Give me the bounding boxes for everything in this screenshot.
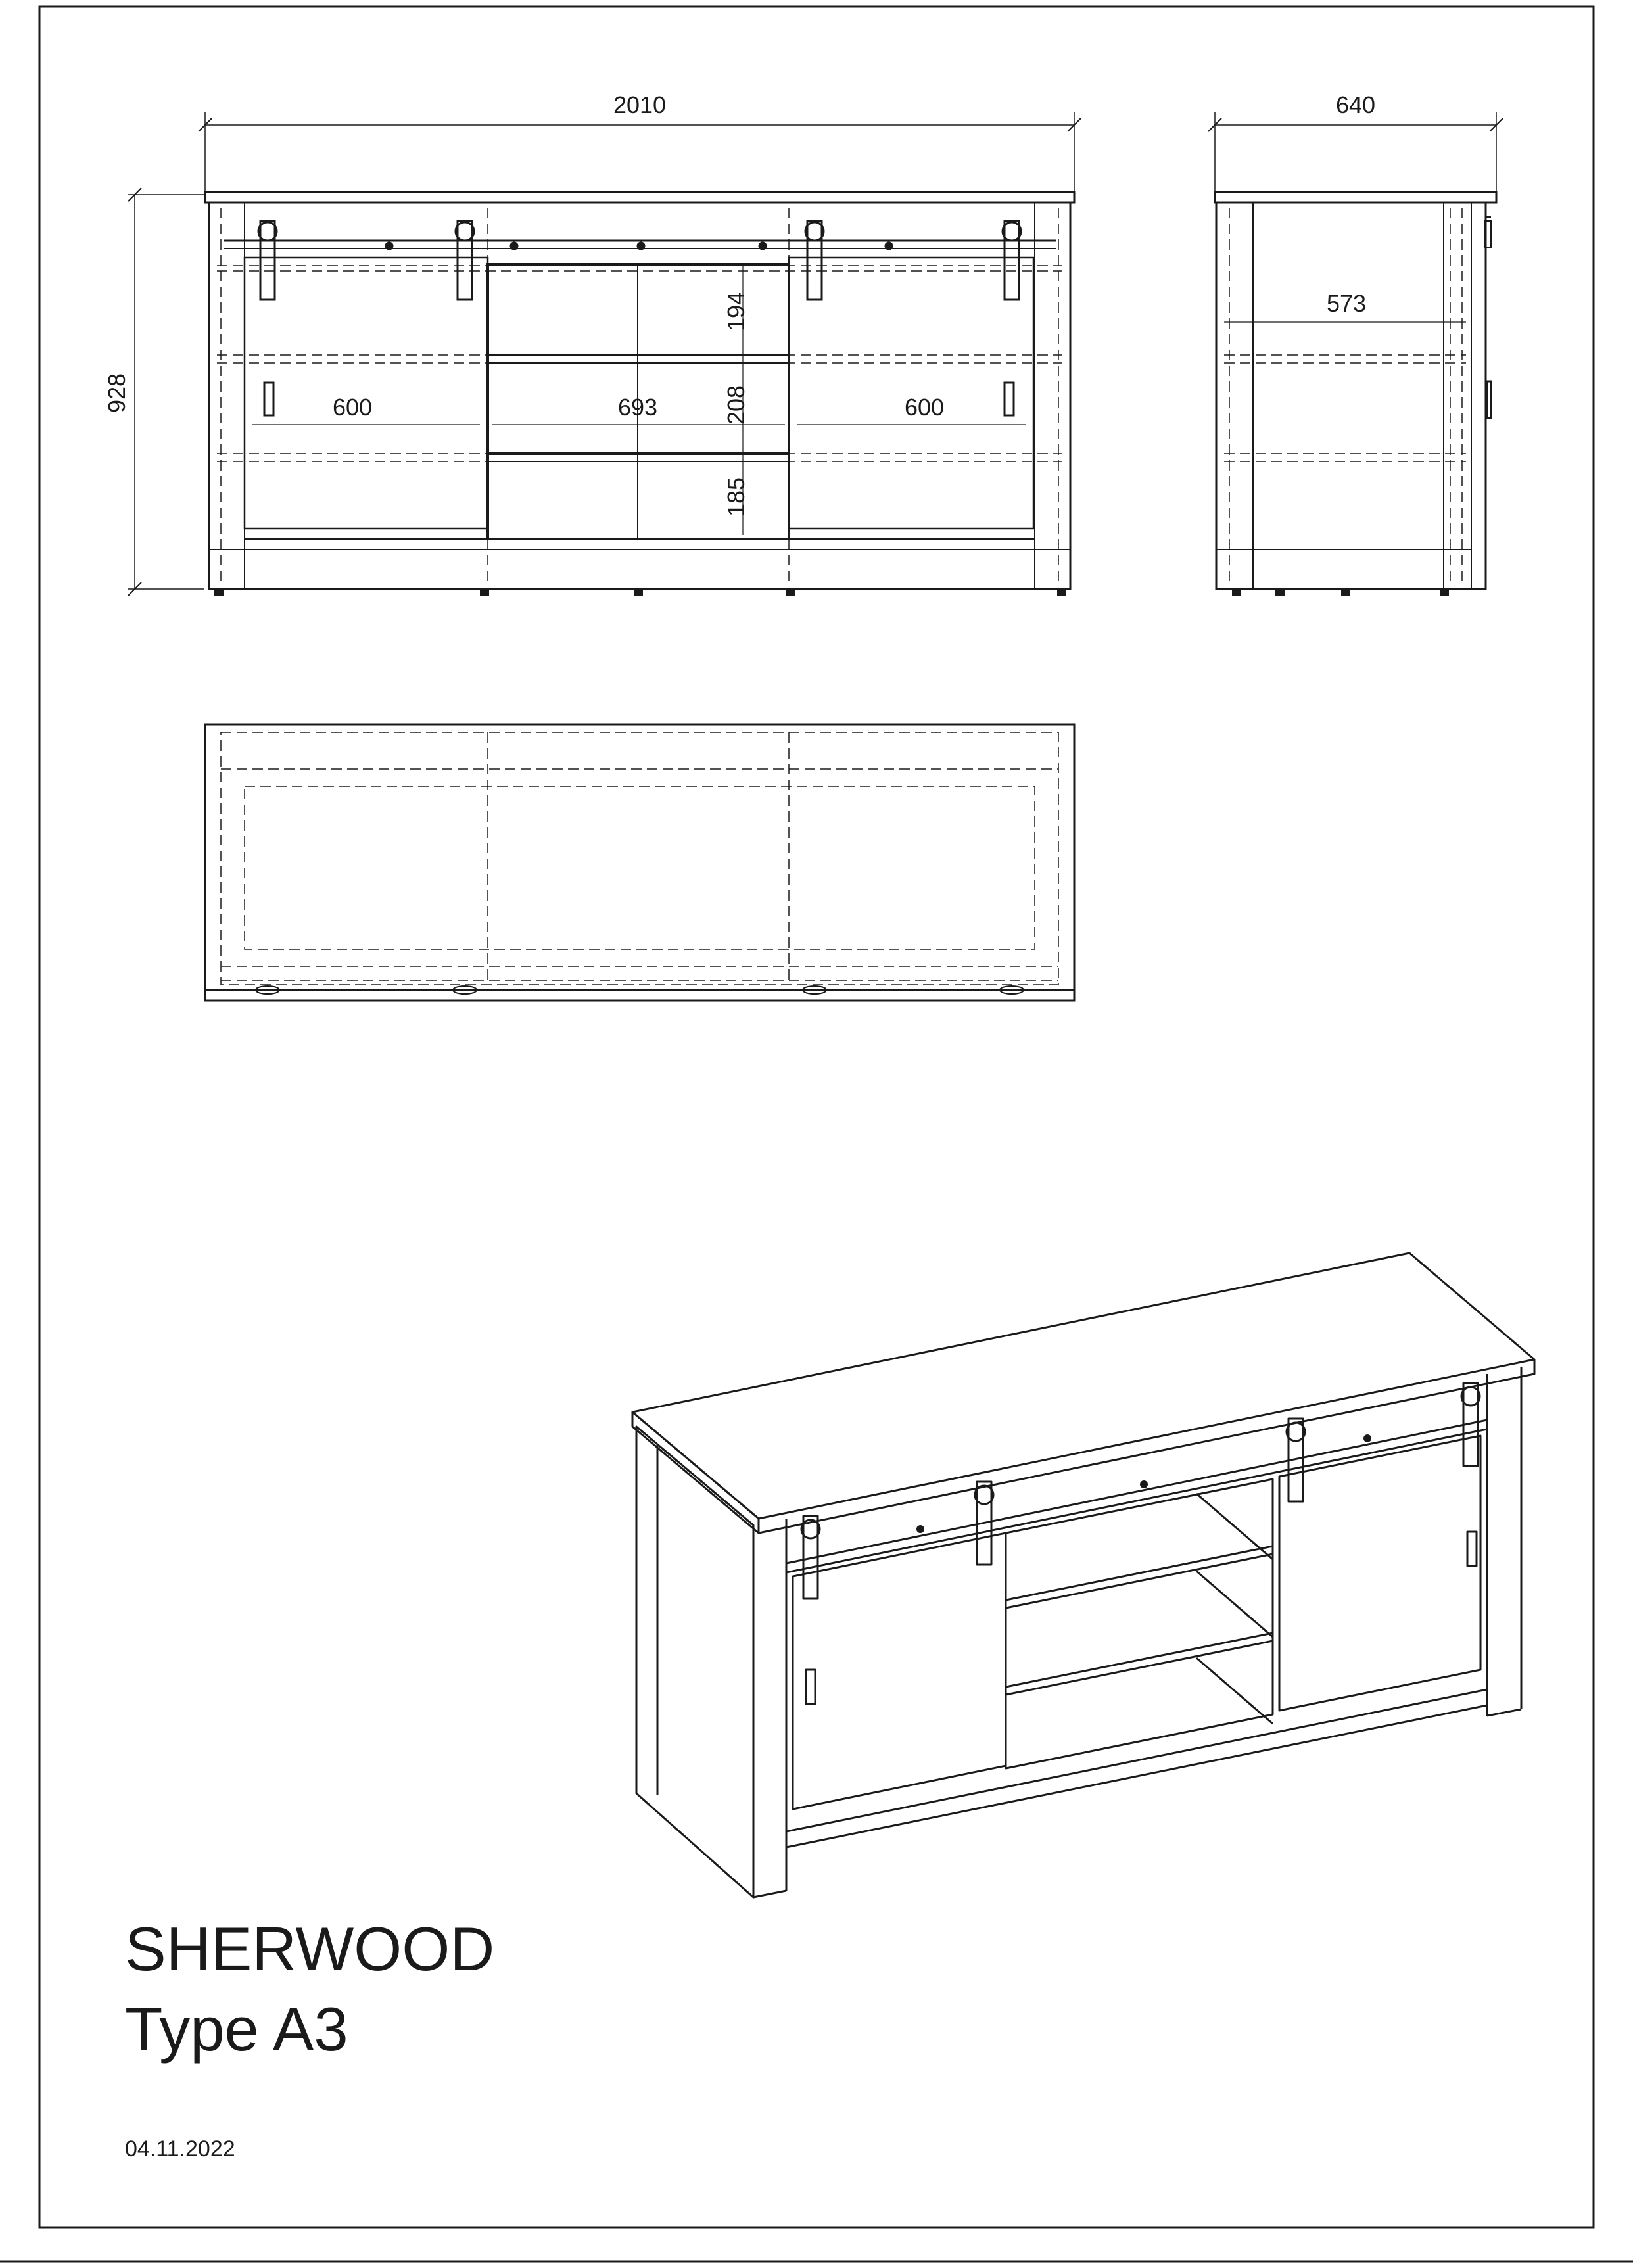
middle-shelf-gap-label: 208 bbox=[722, 385, 749, 425]
product-type: Type A3 bbox=[125, 1995, 348, 2064]
product-name: SHERWOOD bbox=[125, 1914, 495, 1983]
top-view bbox=[205, 724, 1074, 1001]
side-view bbox=[1208, 112, 1503, 596]
drawing-frame bbox=[39, 7, 1594, 2227]
middle-compartment-width-label: 693 bbox=[617, 394, 658, 421]
bottom-shelf-gap-label: 185 bbox=[722, 477, 749, 517]
total-width-label: 2010 bbox=[613, 91, 667, 118]
right-compartment-width-label: 600 bbox=[904, 394, 945, 421]
left-compartment-width-label: 600 bbox=[332, 394, 373, 421]
isometric-view bbox=[632, 1253, 1534, 1897]
drawing-date: 04.11.2022 bbox=[125, 2137, 235, 2162]
top-shelf-gap-label: 194 bbox=[722, 291, 749, 332]
front-view bbox=[128, 112, 1081, 596]
total-depth-label: 640 bbox=[1335, 91, 1376, 118]
inner-depth-label: 573 bbox=[1326, 290, 1367, 317]
total-height-label: 928 bbox=[103, 373, 130, 413]
